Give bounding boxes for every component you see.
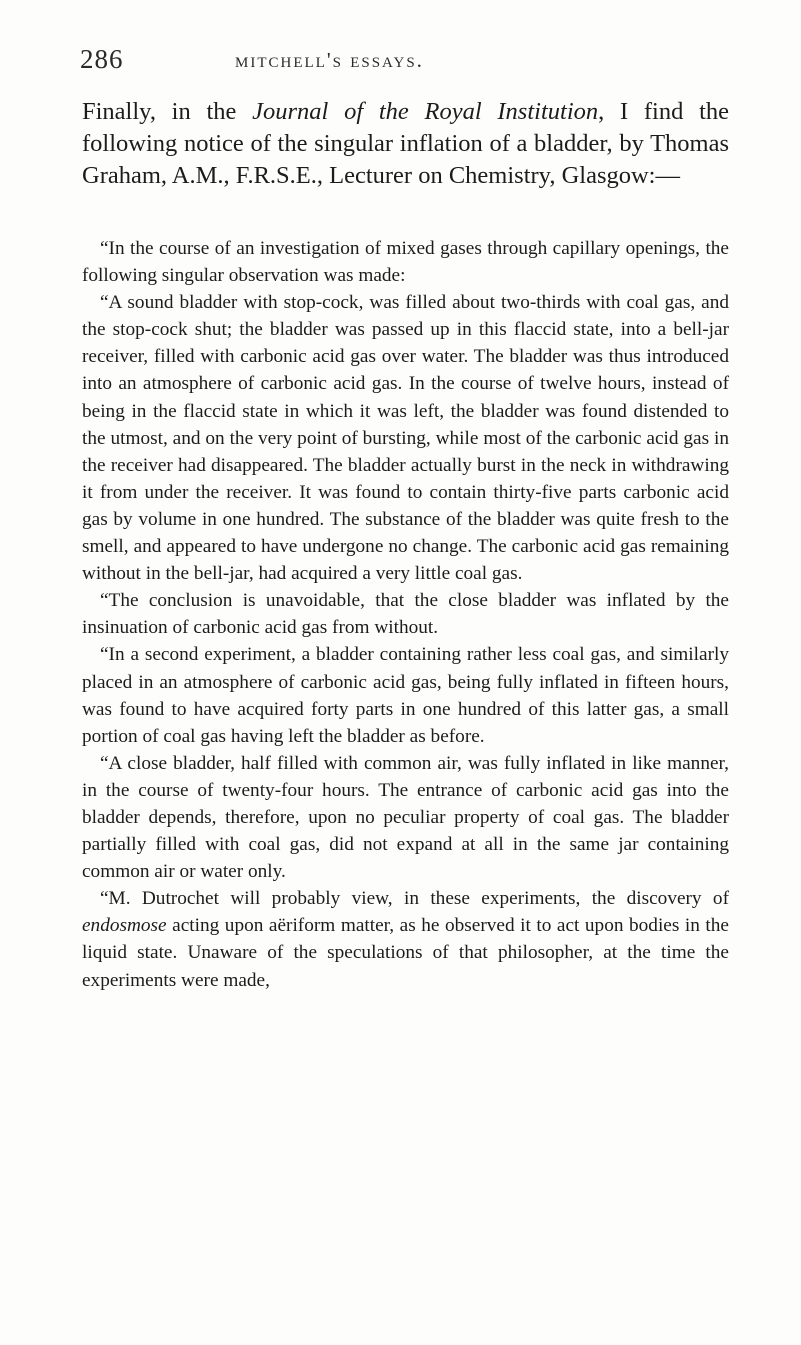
- intro-text-start: Finally, in the: [82, 98, 253, 125]
- running-head: [80, 44, 730, 80]
- intro-paragraph: [82, 96, 729, 192]
- quote-paragraph-2: “A sound bladder with stop-cock, was filled about two-thirds with coal gas, and the stop-cock shut; the bladder was passed up in this flaccid state, into a bell-jar receiver, filled with carbonic acid gas over water. The bladder was thus introduced into an atmosphere of carbonic acid gas. In the course of twelve hours, instead of being in the flaccid state in which it was left, the bladder was found distended to the utmost, and on the very point of bursting, while most of the carbonic acid gas in the receiver had disappeared. The bladder actually burst in the neck in withdrawing it from under the receiver. It was found to contain thirty-five parts carbonic acid gas by volume in one hundred. The substance of the bladder was quite fresh to the smell, and appeared to have undergone no change. The carbonic acid gas remaining without in the bell-jar, had acquired a very little coal gas.: [82, 292, 729, 585]
- quote-paragraph-6: [82, 885, 729, 993]
- intro-text-end: , I find the following notice of the singular inflation of a bladder, by Thomas Graham, A.M., F.R.S.E., Lecturer on Chemistry, Glasgow:—: [82, 98, 730, 189]
- quote-paragraph-1: “In the course of an investigation of mixed gases through capillary openings, the following singular observation was made:: [82, 238, 729, 287]
- quote-paragraph-3: “The conclusion is unavoidable, that the close bladder was inflated by the insinuation of carbonic acid gas from without.: [82, 590, 729, 639]
- journal-title: Journal of the Royal Institution: [252, 98, 599, 125]
- running-title: mitchell's essays.: [235, 48, 424, 72]
- quote-paragraph-6-end: acting upon aëriform matter, as he observed it to act upon bodies in the liquid state. Unaware of the speculations of that philosopher, at the time the experiments were made,: [82, 915, 729, 991]
- quote-paragraph-4: “In a second experiment, a bladder containing rather less coal gas, and similarly placed in an atmosphere of carbonic acid gas, being fully inflated in fifteen hours, was found to have acquired forty parts in one hundred of this latter gas, a small portion of coal gas having left the bladder as before.: [82, 644, 729, 747]
- endosmose-term: endosmose: [82, 915, 167, 937]
- page-number: 286: [80, 44, 124, 74]
- quoted-passage: [82, 235, 729, 994]
- quote-paragraph-5: “A close bladder, half filled with common air, was fully inflated in like manner, in the course of twenty-four hours. The entrance of carbonic acid gas into the bladder depends, therefore, upon no peculiar property of coal gas. The bladder partially filled with coal gas, did not expand at all in the same jar containing common air or water only.: [82, 752, 729, 883]
- quote-paragraph-6-start: “M. Dutrochet will probably view, in these experiments, the discovery of: [100, 888, 729, 910]
